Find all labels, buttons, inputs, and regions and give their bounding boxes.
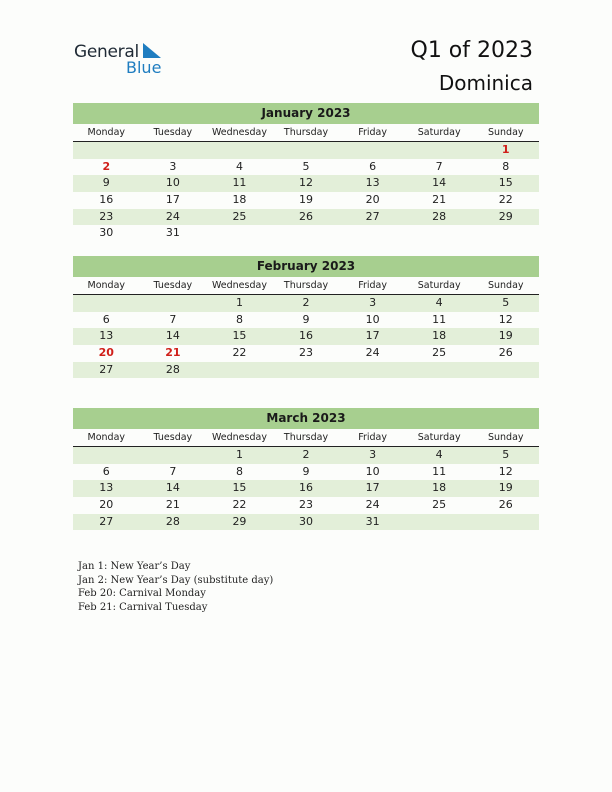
- day-cell: 15: [232, 329, 247, 343]
- logo-flag-icon: [141, 43, 161, 59]
- day-cell: [140, 447, 207, 464]
- month-calendar: [73, 408, 539, 530]
- day-cell: 28: [165, 362, 180, 376]
- day-cell: [206, 225, 273, 242]
- weekday-label: Thursday: [283, 280, 329, 291]
- week-row: [73, 328, 539, 345]
- day-cell: 24: [165, 209, 180, 223]
- day-cell: 26: [299, 209, 314, 223]
- day-cell: 4: [435, 448, 443, 461]
- logo-blue-text: Blue: [126, 58, 162, 77]
- day-cell: 9: [302, 464, 310, 478]
- week-row: [73, 362, 539, 379]
- day-cell: [273, 142, 340, 159]
- day-cell: [406, 142, 473, 159]
- day-cell: 1: [235, 448, 243, 461]
- day-cell: 12: [299, 176, 314, 190]
- day-cell: 15: [498, 176, 513, 190]
- day-cell: 3: [369, 448, 377, 461]
- week-row: [73, 209, 539, 226]
- week-row: [73, 464, 539, 481]
- day-cell: 24: [365, 498, 380, 512]
- month-title: January 2023: [73, 103, 539, 124]
- day-cell: 19: [498, 481, 513, 495]
- day-cell: 5: [502, 448, 510, 461]
- week-row: [73, 295, 539, 312]
- day-cell: [73, 295, 140, 312]
- week-row: [73, 142, 539, 159]
- weekday-label: Friday: [358, 127, 387, 138]
- day-cell: 14: [165, 481, 180, 495]
- day-cell: 28: [432, 209, 447, 223]
- weekday-label: Saturday: [417, 280, 461, 291]
- day-cell: 8: [502, 159, 510, 173]
- day-cell: [472, 362, 539, 379]
- day-cell: 10: [165, 176, 180, 190]
- week-row: [73, 514, 539, 531]
- day-cell: 28: [165, 514, 180, 528]
- day-cell: 11: [432, 464, 447, 478]
- day-cell: 10: [365, 312, 380, 326]
- holiday-note: Jan 1: New Year’s Day: [78, 561, 191, 572]
- day-cell: [406, 362, 473, 379]
- weekday-label: Sunday: [487, 127, 524, 138]
- week-row: [73, 497, 539, 514]
- day-cell: 17: [165, 193, 180, 207]
- day-cell: 31: [365, 514, 380, 528]
- day-cell: 24: [365, 346, 380, 360]
- day-cell: [73, 447, 140, 464]
- day-cell: 2: [302, 296, 310, 309]
- holiday-day-cell: 2: [102, 159, 111, 173]
- day-cell: 14: [432, 176, 447, 190]
- day-cell: 25: [432, 498, 447, 512]
- day-cell: 27: [99, 514, 114, 528]
- day-cell: [339, 142, 406, 159]
- day-cell: [206, 362, 273, 379]
- day-cell: 23: [299, 498, 314, 512]
- weekday-header-row: [73, 124, 539, 142]
- month-title: March 2023: [73, 408, 539, 429]
- day-cell: 17: [365, 329, 380, 343]
- holiday-day-cell: 1: [501, 143, 510, 156]
- weekday-label: Friday: [358, 280, 387, 291]
- day-cell: 4: [235, 159, 243, 173]
- day-cell: 7: [435, 159, 443, 173]
- weekday-header-row: [73, 277, 539, 295]
- day-cell: [339, 362, 406, 379]
- day-cell: 6: [102, 312, 110, 326]
- day-cell: [339, 225, 406, 242]
- weekday-header-row: [73, 429, 539, 447]
- weekday-label: Friday: [358, 432, 387, 443]
- day-cell: 22: [232, 498, 247, 512]
- day-cell: 26: [498, 498, 513, 512]
- day-cell: 18: [432, 329, 447, 343]
- day-cell: 3: [369, 296, 377, 309]
- day-cell: 8: [235, 312, 243, 326]
- country-name: Dominica: [438, 71, 533, 95]
- day-cell: 23: [99, 209, 114, 223]
- day-cell: 6: [369, 159, 377, 173]
- page-title: Q1 of 2023: [410, 38, 533, 63]
- weekday-label: Monday: [87, 432, 126, 443]
- day-cell: [472, 514, 539, 531]
- day-cell: 7: [169, 464, 177, 478]
- weekday-label: Tuesday: [153, 127, 193, 138]
- day-cell: 25: [432, 346, 447, 360]
- week-row: [73, 312, 539, 329]
- day-cell: 19: [299, 193, 314, 207]
- day-cell: 10: [365, 464, 380, 478]
- day-cell: [206, 142, 273, 159]
- day-cell: 31: [165, 226, 180, 240]
- weekday-label: Wednesday: [211, 280, 267, 291]
- holiday-day-cell: 21: [165, 346, 181, 360]
- day-cell: 19: [498, 329, 513, 343]
- week-row: [73, 345, 539, 362]
- day-cell: 5: [302, 159, 310, 173]
- weekday-label: Wednesday: [211, 432, 267, 443]
- day-cell: 16: [299, 481, 314, 495]
- day-cell: [406, 514, 473, 531]
- day-cell: 29: [232, 514, 247, 528]
- week-row: [73, 175, 539, 192]
- day-cell: 6: [102, 464, 110, 478]
- day-cell: [406, 225, 473, 242]
- day-cell: [273, 362, 340, 379]
- day-cell: 4: [435, 296, 443, 309]
- logo: [74, 42, 174, 78]
- weekday-label: Sunday: [487, 432, 524, 443]
- day-cell: 5: [502, 296, 510, 309]
- day-cell: 9: [302, 312, 310, 326]
- weekday-label: Saturday: [417, 432, 461, 443]
- weekday-label: Thursday: [283, 432, 329, 443]
- day-cell: 18: [232, 193, 247, 207]
- weekday-label: Tuesday: [153, 280, 193, 291]
- day-cell: 20: [99, 498, 114, 512]
- day-cell: [140, 295, 207, 312]
- day-cell: 22: [498, 193, 513, 207]
- day-cell: 9: [102, 176, 110, 190]
- day-cell: [140, 142, 207, 159]
- day-cell: 13: [365, 176, 380, 190]
- day-cell: 11: [432, 312, 447, 326]
- day-cell: 30: [99, 226, 114, 240]
- day-cell: 26: [498, 346, 513, 360]
- weekday-label: Thursday: [283, 127, 329, 138]
- week-row: [73, 480, 539, 497]
- week-row: [73, 225, 539, 242]
- day-cell: 21: [432, 193, 447, 207]
- month-title: February 2023: [73, 256, 539, 277]
- holiday-note: Feb 20: Carnival Monday: [78, 588, 206, 599]
- day-cell: [472, 225, 539, 242]
- holiday-note: Jan 2: New Year’s Day (substitute day): [78, 574, 274, 586]
- day-cell: 25: [232, 209, 247, 223]
- day-cell: 20: [365, 193, 380, 207]
- day-cell: 11: [232, 176, 247, 190]
- day-cell: 30: [299, 514, 314, 528]
- weekday-label: Saturday: [417, 127, 461, 138]
- day-cell: 23: [299, 346, 314, 360]
- day-cell: 1: [235, 296, 243, 309]
- day-cell: 16: [299, 329, 314, 343]
- week-row: [73, 447, 539, 464]
- month-calendar: [73, 103, 539, 242]
- day-cell: 27: [365, 209, 380, 223]
- day-cell: 14: [165, 329, 180, 343]
- day-cell: 22: [232, 346, 247, 360]
- month-calendar: [73, 256, 539, 378]
- weekday-label: Sunday: [487, 280, 524, 291]
- holiday-note: Feb 21: Carnival Tuesday: [78, 601, 208, 613]
- day-cell: [73, 142, 140, 159]
- day-cell: 18: [432, 481, 447, 495]
- weekday-label: Tuesday: [153, 432, 193, 443]
- week-row: [73, 159, 539, 176]
- day-cell: 27: [99, 362, 114, 376]
- week-row: [73, 192, 539, 209]
- day-cell: 29: [498, 209, 513, 223]
- day-cell: 12: [498, 312, 513, 326]
- weekday-label: Wednesday: [211, 127, 267, 138]
- day-cell: 21: [165, 498, 180, 512]
- day-cell: 17: [365, 481, 380, 495]
- holiday-notes: [78, 560, 273, 614]
- day-cell: 13: [99, 329, 114, 343]
- logo-general-text: General: [74, 42, 139, 62]
- day-cell: 7: [169, 312, 177, 326]
- day-cell: 13: [99, 481, 114, 495]
- day-cell: [273, 225, 340, 242]
- day-cell: 12: [498, 464, 513, 478]
- weekday-label: Monday: [87, 280, 126, 291]
- day-cell: 3: [169, 159, 177, 173]
- holiday-day-cell: 20: [98, 346, 114, 360]
- weekday-label: Monday: [87, 127, 126, 138]
- day-cell: 2: [302, 448, 310, 461]
- day-cell: 8: [235, 464, 243, 478]
- day-cell: 15: [232, 481, 247, 495]
- day-cell: 16: [99, 193, 114, 207]
